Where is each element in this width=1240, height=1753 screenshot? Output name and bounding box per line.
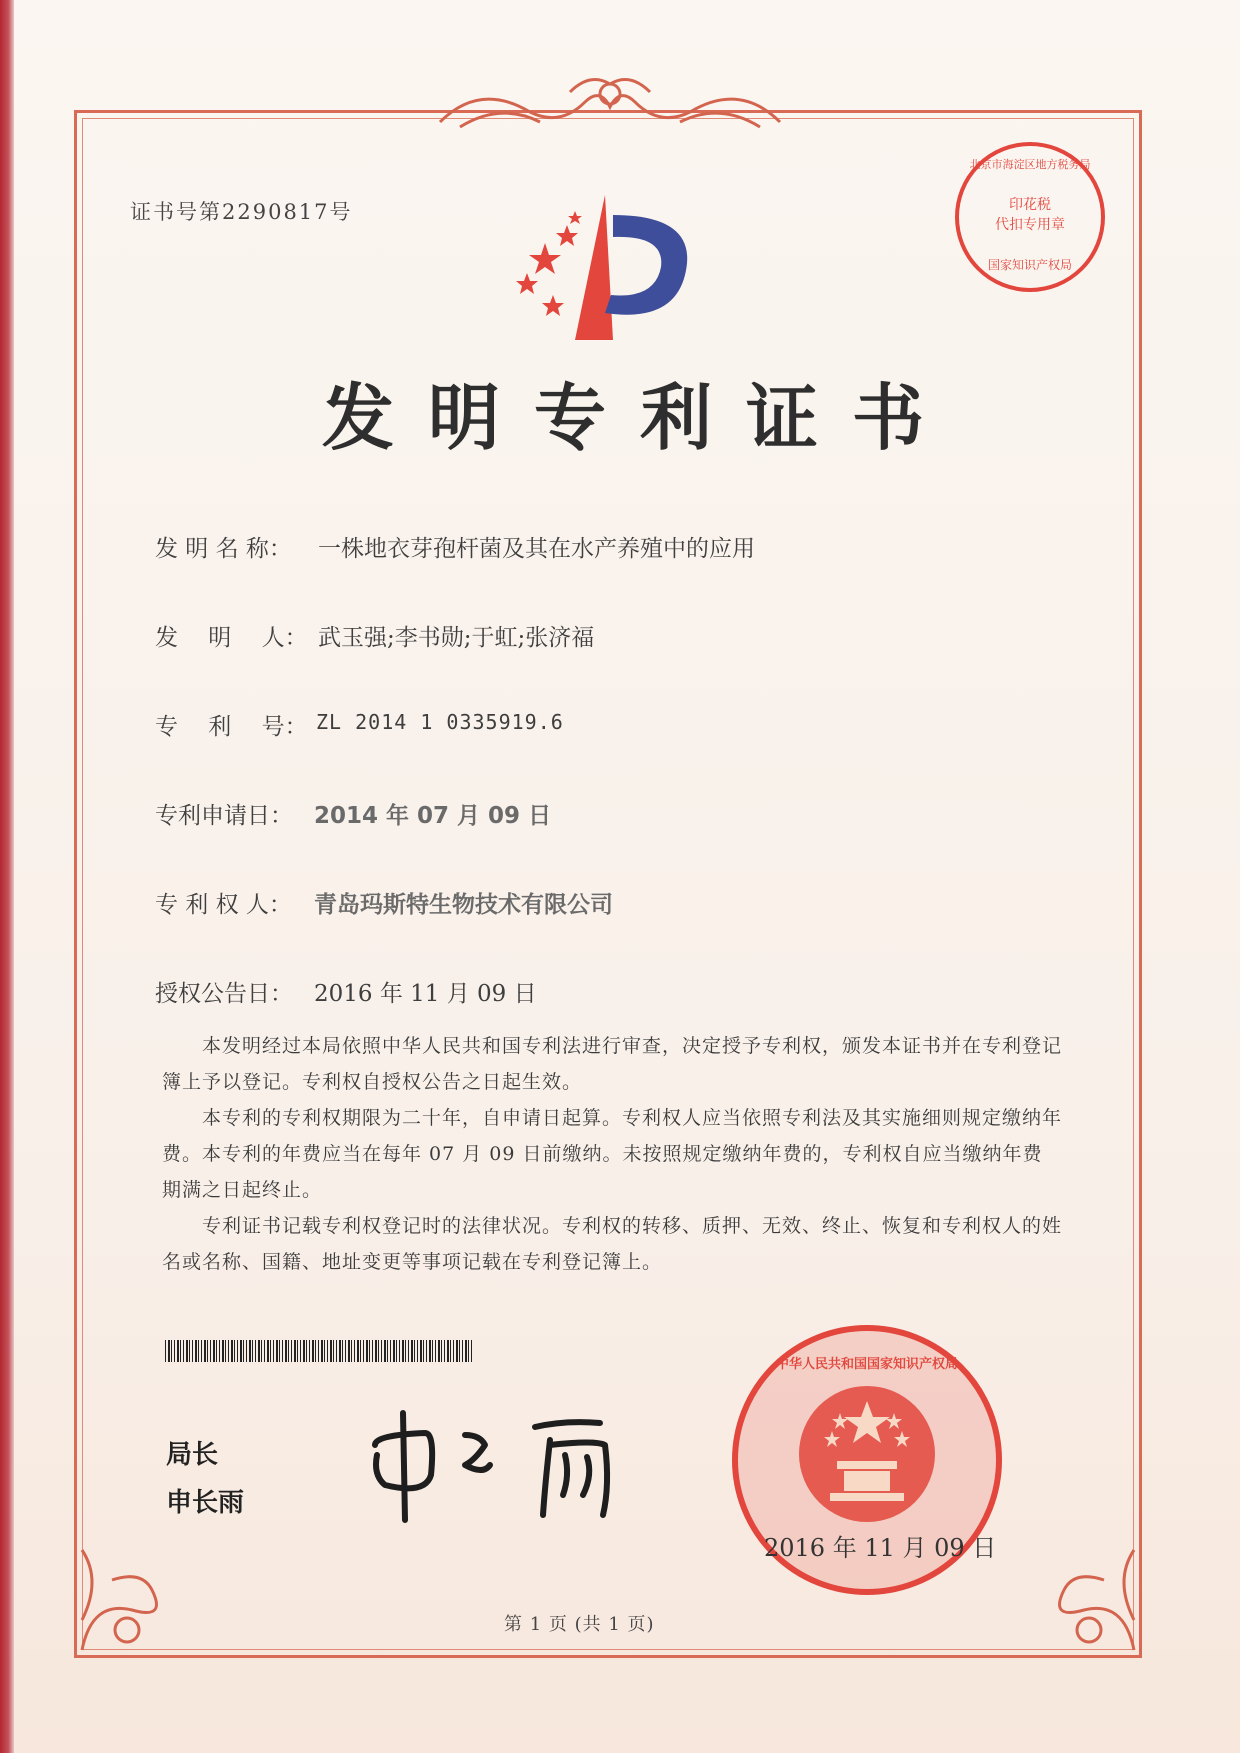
director-signature <box>365 1405 625 1525</box>
top-ornament <box>420 72 800 142</box>
patent-office-logo <box>515 195 700 345</box>
patentee-label: 专 利 权 人： <box>155 892 292 918</box>
application-date-label: 专利申请日： <box>155 803 293 829</box>
tax-stamp-inner-text-2: 代扣专用章 <box>995 217 1065 233</box>
director-title: 局长 <box>166 1440 219 1470</box>
invention-name-label: 发 明 名 称： <box>155 536 292 562</box>
official-seal-text: 中华人民共和国国家知识产权局 <box>775 1357 958 1372</box>
barcode <box>165 1340 472 1362</box>
director-name: 申长雨 <box>166 1488 245 1518</box>
grant-date-value: 2016 年 11 月 09 日 <box>314 981 537 1007</box>
inventors-label: 发 明 人： <box>155 625 308 651</box>
bottom-right-ornament <box>1034 1540 1144 1660</box>
tax-stamp-bottom-text: 国家知识产权局 <box>987 258 1072 272</box>
patentee-value: 青岛玛斯特生物技术有限公司 <box>314 892 613 918</box>
patent-number-value: ZL 2014 1 0335919.6 <box>316 710 564 734</box>
tax-stamp-inner-text-1: 印花税 <box>1009 197 1051 213</box>
issue-date: 2016 年 11 月 09 日 <box>764 1534 997 1562</box>
application-date-value: 2014 年 07 月 09 日 <box>314 803 552 829</box>
tax-stamp-outer-text: 北京市海淀区地方税务局 <box>969 158 1091 171</box>
body-paragraph: 专利证书记载专利权登记时的法律状况。专利权的转移、质押、无效、终止、恢复和专利权人的姓名或名称、国籍、地址变更等事项记载在专利登记簿上。 <box>162 1215 1063 1273</box>
invention-name-value: 一株地衣芽孢杆菌及其在水产养殖中的应用 <box>318 536 755 562</box>
certificate-number: 证书号第2290817号 <box>130 200 353 224</box>
tax-stamp <box>955 142 1105 292</box>
body-paragraph: 本专利的专利权期限为二十年，自申请日起算。专利权人应当依照专利法及其实施细则规定缴纳年费。本专利的年费应当在每年 07 月 09 日前缴纳。未按照规定缴纳年费的，专利权自应当缴纳年费期满之日起终止。 <box>162 1107 1063 1201</box>
grant-date-label: 授权公告日： <box>155 981 293 1007</box>
bottom-left-ornament <box>72 1540 182 1660</box>
body-paragraph: 本发明经过本局依照中华人民共和国专利法进行审查，决定授予专利权，颁发本证书并在专利登记簿上予以登记。专利权自授权公告之日起生效。 <box>162 1035 1063 1093</box>
inventors-value: 武玉强;李书勋;于虹;张济福 <box>318 625 595 651</box>
page-indicator: 第 1 页 (共 1 页) <box>504 1614 655 1635</box>
binding-edge <box>0 0 14 1753</box>
certificate-title: 发明专利证书 <box>322 375 959 460</box>
national-emblem-icon <box>792 1379 942 1529</box>
patent-number-label: 专 利 号： <box>155 714 308 740</box>
